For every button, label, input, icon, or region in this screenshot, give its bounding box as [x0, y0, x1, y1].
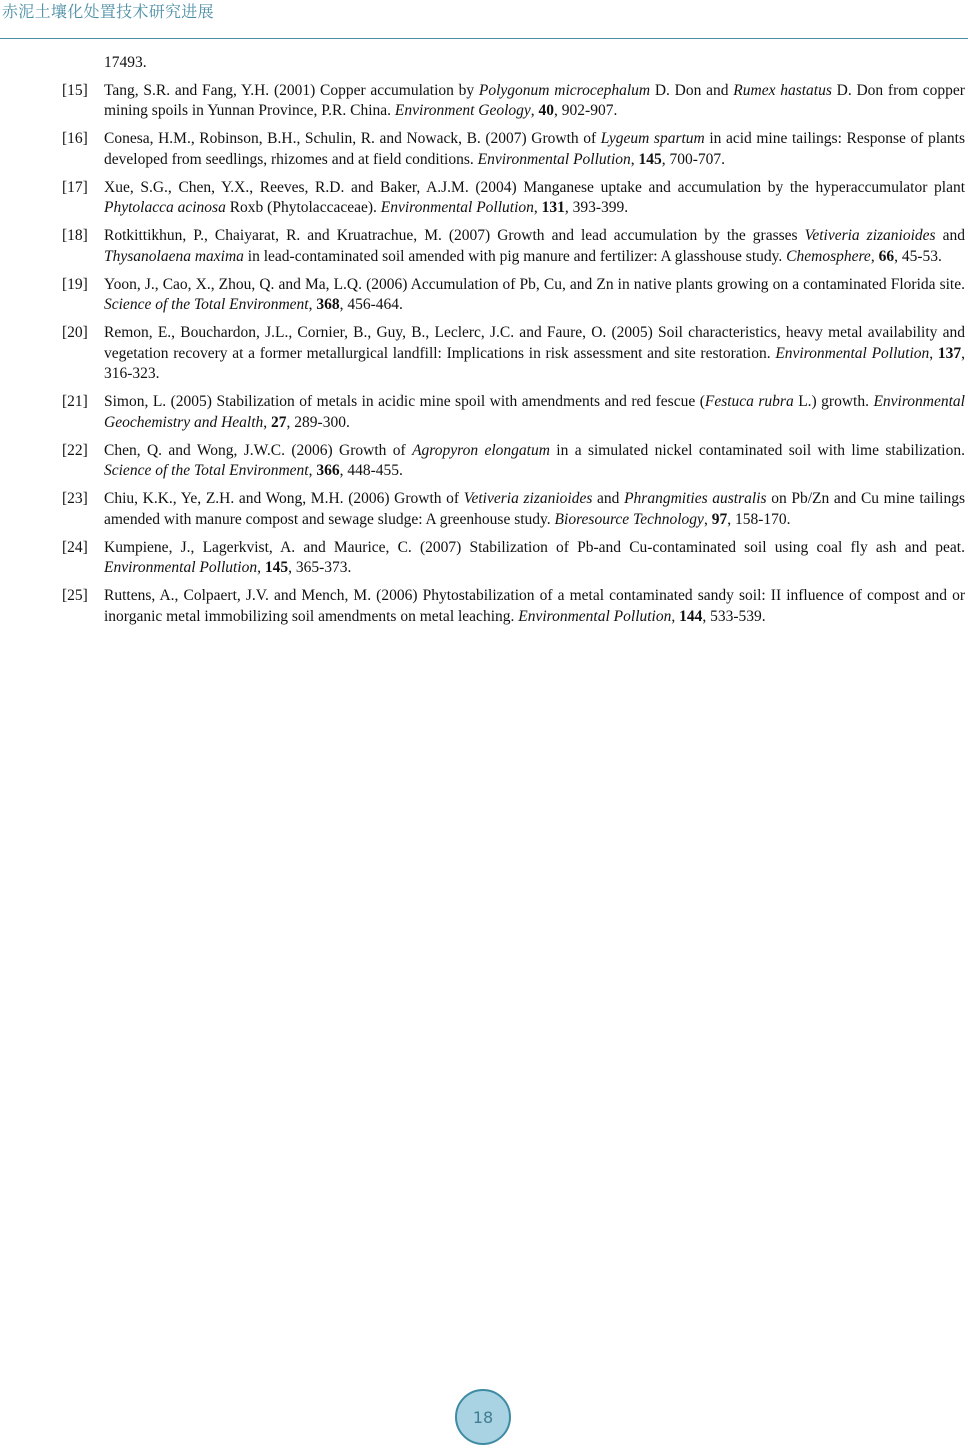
italic-text: Environmental Pollution [518, 607, 672, 625]
text-segment: on Pb/Zn and Cu mine tailings amended with manure compost and sewage sludge: A greenhouse study. [104, 490, 965, 528]
text-segment: Remon, E., Bouchardon, J.L., Cornier, B., Guy, B., Leclerc, J.C. and Faure, O. (2005) Soil characteristics, heavy metal availability and vegetation recovery at a former metallurgical landfill: Implications in risk assessment and site restoration. [104, 324, 965, 362]
italic-text: Lygeum spartum [600, 130, 705, 147]
reference-text [104, 538, 965, 579]
italic-text: Environment Geology [394, 102, 531, 119]
italic-text: Rumex hastatus [733, 81, 832, 99]
text-segment: , [671, 607, 680, 625]
text-segment: , [308, 296, 317, 313]
volume-number: 66 [878, 247, 895, 265]
text-segment: , [530, 102, 539, 119]
volume-number: 27 [271, 413, 287, 431]
text-segment: , 365-373. [288, 559, 352, 576]
italic-text: Phytolacca acinosa [104, 199, 226, 216]
text-segment: , [929, 344, 938, 362]
volume-number: 144 [679, 607, 703, 625]
reference-item [62, 178, 965, 219]
italic-text: Environmental Pollution [104, 559, 258, 576]
text-segment: in lead-contaminated soil amended with pig manure and fertilizer: A glasshouse study. [243, 247, 787, 265]
text-segment: , 448-455. [339, 462, 403, 479]
reference-number: [23] [62, 490, 88, 507]
volume-number: 131 [541, 199, 565, 216]
volume-number: 97 [711, 510, 728, 528]
reference-number: [15] [62, 81, 88, 99]
text-segment: Rotkittikhun, P., Chaiyarat, R. and Kruatrachue, M. (2007) Growth and lead accumulation by the grasses [104, 227, 805, 244]
reference-number: [21] [62, 393, 88, 410]
volume-number: 145 [264, 559, 289, 576]
text-segment: Simon, L. (2005) Stabilization of metals in acidic mine spoil with amendments and red fescue ( [104, 393, 705, 410]
text-segment: D. Don and [650, 81, 734, 99]
text-segment: , [263, 413, 272, 431]
text-segment: , 289-300. [286, 413, 350, 431]
text-segment: , 316-323. [104, 344, 965, 382]
volume-number: 366 [316, 462, 340, 479]
running-header: 赤泥土壤化处置技术研究进展 [2, 4, 214, 21]
italic-text: Agropyron elongatum [412, 441, 550, 459]
italic-text: Environmental Pollution [477, 150, 631, 168]
reference-item [62, 81, 965, 122]
text-segment: , 456-464. [339, 296, 403, 313]
reference-text [104, 586, 965, 627]
reference-number: [17] [62, 178, 88, 196]
text-segment: Xue, S.G., Chen, Y.X., Reeves, R.D. and Baker, A.J.M. (2004) Manganese uptake and accumulation by the hyperaccumulator plant [104, 178, 965, 196]
reference-number: [16] [62, 130, 88, 147]
reference-number: [24] [62, 538, 88, 556]
reference-text [104, 392, 965, 433]
header-rule [0, 38, 968, 39]
text-segment: , 158-170. [727, 510, 791, 528]
reference-text [104, 81, 965, 122]
reference-item [62, 323, 965, 385]
italic-text: Chemosphere [786, 247, 871, 265]
reference-text [104, 441, 965, 482]
text-segment: , [533, 199, 542, 216]
italic-text: Vetiveria zizanioides [804, 227, 936, 244]
text-segment: Chiu, K.K., Ye, Z.H. and Wong, M.H. (2006) Growth of [104, 490, 464, 507]
reference-item [62, 586, 965, 627]
reference-continuation: 17493. [104, 54, 147, 71]
italic-text: Bioresource Technology [554, 510, 704, 528]
volume-number: 145 [638, 150, 662, 168]
text-segment: , [630, 150, 639, 168]
volume-number: 40 [538, 102, 555, 119]
reference-list [62, 53, 965, 635]
reference-item [62, 226, 965, 267]
italic-text: Environmental Pollution [775, 344, 930, 362]
italic-text: Thysanolaena maxima [104, 247, 244, 265]
italic-text: Environmental Geochemistry and Health [104, 393, 965, 431]
text-segment: Chen, Q. and Wong, J.W.C. (2006) Growth of [104, 441, 413, 459]
reference-number: [22] [62, 441, 88, 459]
page-number: 18 [455, 1389, 511, 1445]
reference-text [104, 178, 965, 219]
text-segment: , [308, 462, 317, 479]
reference-text [104, 129, 965, 170]
volume-number: 368 [316, 296, 340, 313]
reference-item [62, 275, 965, 316]
volume-number: 137 [937, 344, 962, 362]
text-segment: , 393-399. [564, 199, 629, 216]
reference-number: [18] [62, 227, 88, 244]
text-segment: , 45-53. [894, 247, 942, 265]
italic-text: Science of the Total Environment [104, 296, 309, 313]
reference-text [104, 226, 965, 267]
text-segment: in acid mine tailings: Response of plants developed from seedlings, rhizomes and at field conditions. [104, 130, 965, 168]
reference-number: [20] [62, 324, 88, 341]
text-segment: Kumpiene, J., Lagerkvist, A. and Maurice, C. (2007) Stabilization of Pb-and Cu-contaminated soil using coal fly ash and peat. [104, 538, 965, 556]
reference-item [62, 129, 965, 170]
italic-text: Vetiveria zizanioides [463, 490, 593, 507]
text-segment: , 700-707. [661, 150, 726, 168]
reference-text [104, 489, 965, 530]
text-segment: in a simulated nickel contaminated soil with lime stabilization. [549, 441, 965, 459]
reference-item [62, 538, 965, 579]
italic-text: Festuca rubra [704, 393, 794, 410]
text-segment: Tang, S.R. and Fang, Y.H. (2001) Copper accumulation by [104, 81, 479, 99]
reference-text [104, 323, 965, 385]
reference-item [62, 392, 965, 433]
italic-text: Environmental Pollution [380, 199, 534, 216]
text-segment: , 533-539. [702, 607, 766, 625]
italic-text: Polygonum microcephalum [478, 81, 651, 99]
text-segment: L.) growth. [793, 393, 874, 410]
italic-text: Science of the Total Environment [104, 462, 309, 479]
italic-text: Phrangmities australis [624, 490, 767, 507]
reference-item [62, 489, 965, 530]
text-segment: , [703, 510, 712, 528]
text-segment: and [935, 227, 965, 244]
reference-number: [19] [62, 275, 88, 293]
text-segment: and [592, 490, 625, 507]
reference-item [62, 441, 965, 482]
text-segment: , 902-907. [554, 102, 618, 119]
text-segment: D. Don from copper mining spoils in Yunnan Province, P.R. China. [104, 81, 965, 119]
text-segment: Conesa, H.M., Robinson, B.H., Schulin, R. and Nowack, B. (2007) Growth of [104, 130, 601, 147]
text-segment: Roxb (Phytolaccaceae). [225, 199, 381, 216]
text-segment: Ruttens, A., Colpaert, J.V. and Mench, M. (2006) Phytostabilization of a metal contaminated sandy soil: II influence of compost and or inorganic metal immobilizing soil amendments on metal leaching. [104, 587, 965, 625]
text-segment: , [257, 559, 265, 576]
text-segment: , [870, 247, 879, 265]
text-segment: Yoon, J., Cao, X., Zhou, Q. and Ma, L.Q. (2006) Accumulation of Pb, Cu, and Zn in native plants growing on a contaminated Florida site. [104, 275, 965, 293]
reference-text [104, 275, 965, 316]
reference-number: [25] [62, 587, 88, 604]
